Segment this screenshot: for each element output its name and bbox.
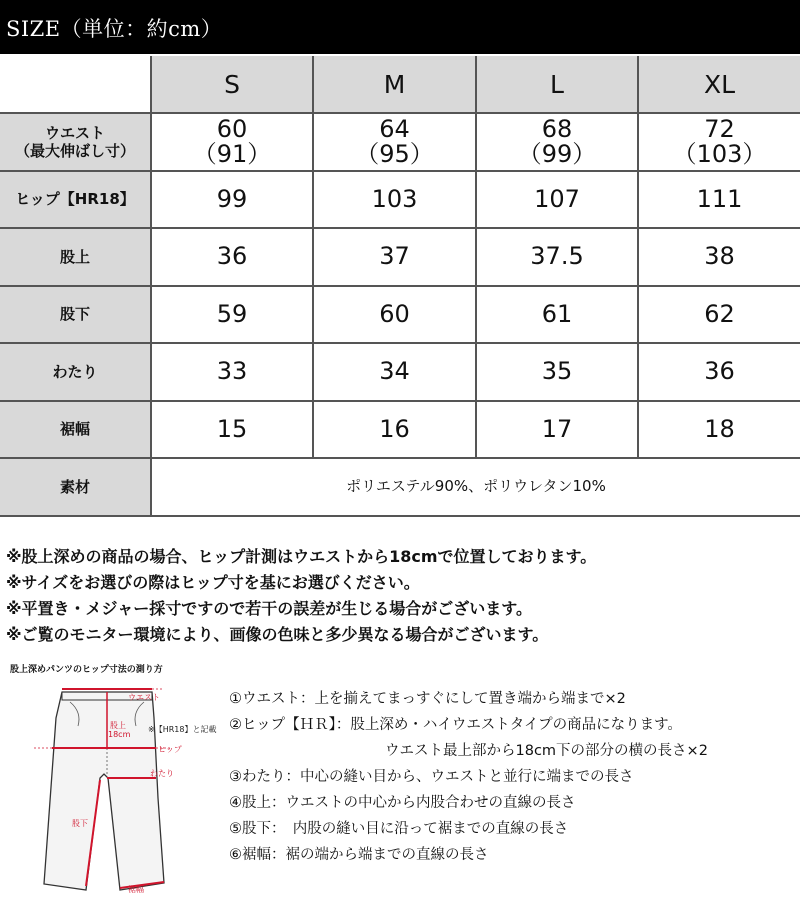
cell-waist-xl-value: 72 bbox=[704, 114, 735, 143]
row-hem bbox=[0, 401, 800, 459]
row-label-waist-sub: （最大伸ばし寸） bbox=[14, 141, 135, 160]
cell-waist-m-value: 64 bbox=[379, 114, 410, 143]
size-header-m: M bbox=[313, 56, 476, 113]
row-label-waist-main: ウエスト bbox=[44, 123, 105, 142]
row-label-rise: 股上 bbox=[0, 228, 151, 286]
pants-diagram bbox=[4, 678, 228, 900]
cell-inseam-xl: 62 bbox=[638, 286, 800, 344]
step-thigh: ③わたり：中心の縫い目から、ウエストと並行に端までの長さ bbox=[229, 769, 634, 785]
row-rise bbox=[0, 228, 800, 286]
cell-waist-s bbox=[151, 113, 313, 171]
diagram-label-hip: ヒップ bbox=[158, 745, 182, 754]
header-bar bbox=[0, 0, 800, 54]
cell-waist-xl-max: （103） bbox=[672, 139, 767, 168]
cell-inseam-s: 59 bbox=[151, 286, 313, 344]
cell-hip-s: 99 bbox=[151, 171, 313, 229]
cell-thigh-xl: 36 bbox=[638, 343, 800, 401]
row-label-thigh: わたり bbox=[0, 343, 151, 401]
size-table bbox=[0, 56, 800, 517]
cell-rise-s: 36 bbox=[151, 228, 313, 286]
note-item: ※ご覧のモニター環境により、画像の色味と多少異なる場合がございます。 bbox=[6, 625, 549, 644]
cell-waist-m-max: （95） bbox=[355, 139, 434, 168]
diagram-label-note: ※【HR18】と記載 bbox=[148, 725, 217, 734]
cell-material: ポリエステル90%、ポリウレタン10% bbox=[151, 458, 800, 516]
size-header-s: S bbox=[151, 56, 313, 113]
row-material bbox=[0, 458, 800, 516]
cell-waist-m bbox=[313, 113, 476, 171]
step-inseam: ⑤股下： 内股の縫い目に沿って裾までの直線の長さ bbox=[229, 821, 569, 837]
row-inseam bbox=[0, 286, 800, 344]
cell-waist-l-value: 68 bbox=[541, 114, 573, 143]
cell-rise-xl: 38 bbox=[638, 228, 800, 286]
cell-thigh-s: 33 bbox=[151, 343, 313, 401]
cell-hip-xl: 111 bbox=[638, 171, 800, 229]
page-title: SIZE（単位：約cm） bbox=[6, 17, 223, 41]
measurement-steps bbox=[229, 686, 799, 868]
row-label-inseam: 股下 bbox=[0, 286, 151, 344]
diagram-label-thigh: わたり bbox=[150, 769, 174, 778]
diagram-label-rise-cm: 18cm bbox=[108, 730, 131, 739]
cell-waist-l-max: （99） bbox=[517, 139, 597, 168]
cell-thigh-m: 34 bbox=[313, 343, 476, 401]
cell-inseam-m: 60 bbox=[313, 286, 476, 344]
cell-waist-l bbox=[476, 113, 638, 171]
cell-waist-s-max: （91） bbox=[192, 139, 272, 168]
notes-list bbox=[6, 544, 796, 648]
cell-waist-xl bbox=[638, 113, 800, 171]
size-header-xl: XL bbox=[638, 56, 800, 113]
row-hip bbox=[0, 171, 800, 229]
diagram-label-hem: 裾幅 bbox=[128, 885, 144, 894]
row-label-hem: 裾幅 bbox=[0, 401, 151, 459]
diagram-label-rise: 股上 bbox=[110, 721, 126, 730]
note-item: ※股上深めの商品の場合、ヒップ計測はウエストから18cmで位置しております。 bbox=[6, 547, 597, 566]
cell-thigh-l: 35 bbox=[476, 343, 638, 401]
cell-waist-s-value: 60 bbox=[216, 114, 248, 143]
cell-inseam-l: 61 bbox=[476, 286, 638, 344]
row-waist bbox=[0, 113, 800, 171]
row-thigh bbox=[0, 343, 800, 401]
cell-hem-xl: 18 bbox=[638, 401, 800, 459]
diagram-label-waist: ウエスト bbox=[128, 693, 160, 702]
diagram-title: 股上深めパンツのヒップ寸法の測り方 bbox=[10, 665, 163, 675]
pants-illustration bbox=[4, 678, 228, 900]
step-hip-detail: ウエスト最上部から18cm下の部分の横の長さ×2 bbox=[385, 743, 708, 759]
cell-hip-m: 103 bbox=[313, 171, 476, 229]
cell-hem-m: 16 bbox=[313, 401, 476, 459]
cell-hem-l: 17 bbox=[476, 401, 638, 459]
size-header-l: L bbox=[476, 56, 638, 113]
cell-hem-s: 15 bbox=[151, 401, 313, 459]
step-rise: ④股上：ウエストの中心から内股合わせの直線の長さ bbox=[229, 795, 576, 811]
note-item: ※サイズをお選びの際はヒップ寸を基にお選びください。 bbox=[6, 573, 420, 592]
cell-rise-l: 37.5 bbox=[476, 228, 638, 286]
step-waist: ①ウエスト：上を揃えてまっすぐにして置き端から端まで×2 bbox=[229, 691, 626, 707]
row-label-hip: ヒップ【HR18】 bbox=[0, 171, 151, 229]
cell-rise-m: 37 bbox=[313, 228, 476, 286]
pants-outline bbox=[44, 692, 164, 890]
row-label-material: 素材 bbox=[0, 458, 151, 516]
size-header-row bbox=[0, 56, 800, 113]
row-label-waist bbox=[0, 113, 151, 171]
diagram-label-inseam: 股下 bbox=[72, 819, 88, 828]
step-hip: ②ヒップ【ＨＲ】：股上深め・ハイウエストタイプの商品になります。 bbox=[229, 717, 682, 733]
cell-hip-l: 107 bbox=[476, 171, 638, 229]
step-hem: ⑥裾幅：裾の端から端までの直線の長さ bbox=[229, 847, 489, 863]
note-item: ※平置き・メジャー採寸ですので若干の誤差が生じる場合がございます。 bbox=[6, 599, 532, 618]
corner-cell bbox=[0, 56, 151, 113]
